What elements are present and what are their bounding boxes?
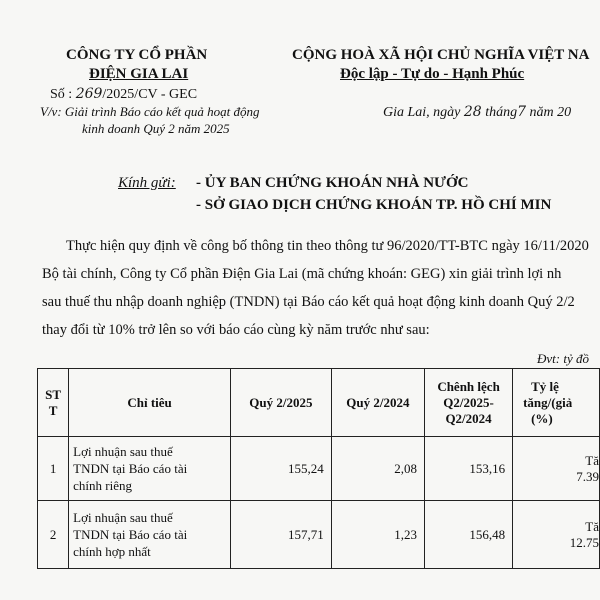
row1-indicator (69, 437, 231, 501)
row2-rate-line1: Tă (585, 518, 599, 534)
date-day: 28 (463, 104, 482, 120)
header-indicator: Chỉ tiêu (69, 369, 231, 437)
header-rate-2: tăng/(giả (523, 394, 573, 410)
header-rate-3: (%) (531, 410, 553, 426)
unit-note: Đvt: tỷ đồ (537, 351, 589, 366)
national-motto-line1: CỘNG HOÀ XÃ HỘI CHỦ NGHĨA VIỆT NA (292, 47, 590, 63)
row2-q2-2025: 157,71 (231, 501, 332, 569)
date-mid: tháng (485, 105, 518, 120)
header-stt-1: ST (45, 386, 62, 402)
row1-q2-2024: 2,08 (331, 437, 424, 501)
body-line4: thay đổi từ 10% trở lên so với báo cáo cùng kỳ năm trước như sau: (42, 322, 430, 338)
row1-stt: 1 (38, 437, 69, 501)
row2-rate (513, 501, 600, 569)
national-motto-text: Độc lập - Tự do - Hạnh Phúc (340, 66, 525, 82)
row1-rate (513, 437, 600, 501)
body-line1: Thực hiện quy định về công bố thông tin theo thông tư 96/2020/TT-BTC ngày 16/11/2020 (66, 238, 589, 254)
row1-difference: 153,16 (425, 437, 513, 501)
row2-rate-line2: 12.75 (569, 534, 599, 550)
row1-indicator-line2: TNDN tại Báo cáo tài (73, 461, 188, 476)
header-diff-1: Chênh lệch (437, 378, 500, 394)
company-name-line1: CÔNG TY CỔ PHẦN (66, 47, 208, 63)
recipient-line1: - ỦY BAN CHỨNG KHOÁN NHÀ NƯỚC (196, 175, 469, 191)
recipient-line2: - SỞ GIAO DỊCH CHỨNG KHOÁN TP. HỒ CHÍ MIN (196, 197, 552, 213)
document-date (383, 104, 571, 121)
row1-rate-line1: Tă (585, 452, 599, 468)
row1-indicator-line1: Lợi nhuận sau thuế (73, 444, 173, 459)
row1-rate-line2: 7.39 (576, 468, 599, 484)
header-q2-2024: Quý 2/2024 (331, 369, 424, 437)
results-table (37, 368, 600, 569)
document-number (50, 86, 197, 103)
row1-q2-2025: 155,24 (231, 437, 332, 501)
doc-no-handwritten: 269 (75, 86, 103, 102)
header-rate (513, 369, 600, 437)
doc-no-prefix: Số : (50, 87, 73, 102)
table-header-row (38, 369, 600, 437)
header-rate-1: Tỷ lệ (531, 378, 559, 394)
header-stt-2: T (48, 402, 58, 418)
national-motto-line2 (340, 66, 524, 83)
header-stt (38, 369, 69, 437)
subject-line2: kinh doanh Quý 2 năm 2025 (82, 121, 230, 136)
row2-indicator-line2: TNDN tại Báo cáo tài (73, 527, 188, 542)
date-suffix: năm 20 (529, 105, 572, 120)
row2-difference: 156,48 (425, 501, 513, 569)
date-month: 7 (517, 104, 527, 120)
row2-stt: 2 (38, 501, 69, 569)
row2-indicator-line1: Lợi nhuận sau thuế (73, 510, 173, 525)
row2-q2-2024: 1,23 (331, 501, 424, 569)
recipient-label: Kính gửi: (118, 175, 176, 191)
doc-no-suffix: /2025/CV - GEC (102, 87, 198, 102)
company-name-text: ĐIỆN GIA LAI (89, 66, 189, 82)
header-diff-3: Q2/2024 (445, 410, 492, 426)
header-q2-2025: Quý 2/2025 (231, 369, 332, 437)
table-row (38, 437, 600, 501)
body-line3: sau thuế thu nhập doanh nghiệp (TNDN) tại Báo cáo kết quả hoạt động kinh doanh Quý 2/2 (42, 294, 575, 310)
header-difference (425, 369, 513, 437)
body-line2: Bộ tài chính, Công ty Cổ phần Điện Gia Lai (mã chứng khoán: GEG) xin giải trình lợi nh (42, 266, 562, 282)
table-row (38, 501, 600, 569)
row1-indicator-line3: chính riêng (73, 478, 132, 493)
row2-indicator-line3: chính hợp nhất (73, 544, 151, 559)
subject-line1: V/v: Giải trình Báo cáo kết quả hoạt động (40, 104, 260, 119)
date-prefix: Gia Lai, ngày (383, 105, 461, 120)
company-name-line2 (89, 66, 188, 83)
header-diff-2: Q2/2025- (443, 394, 494, 410)
row2-indicator (69, 501, 231, 569)
